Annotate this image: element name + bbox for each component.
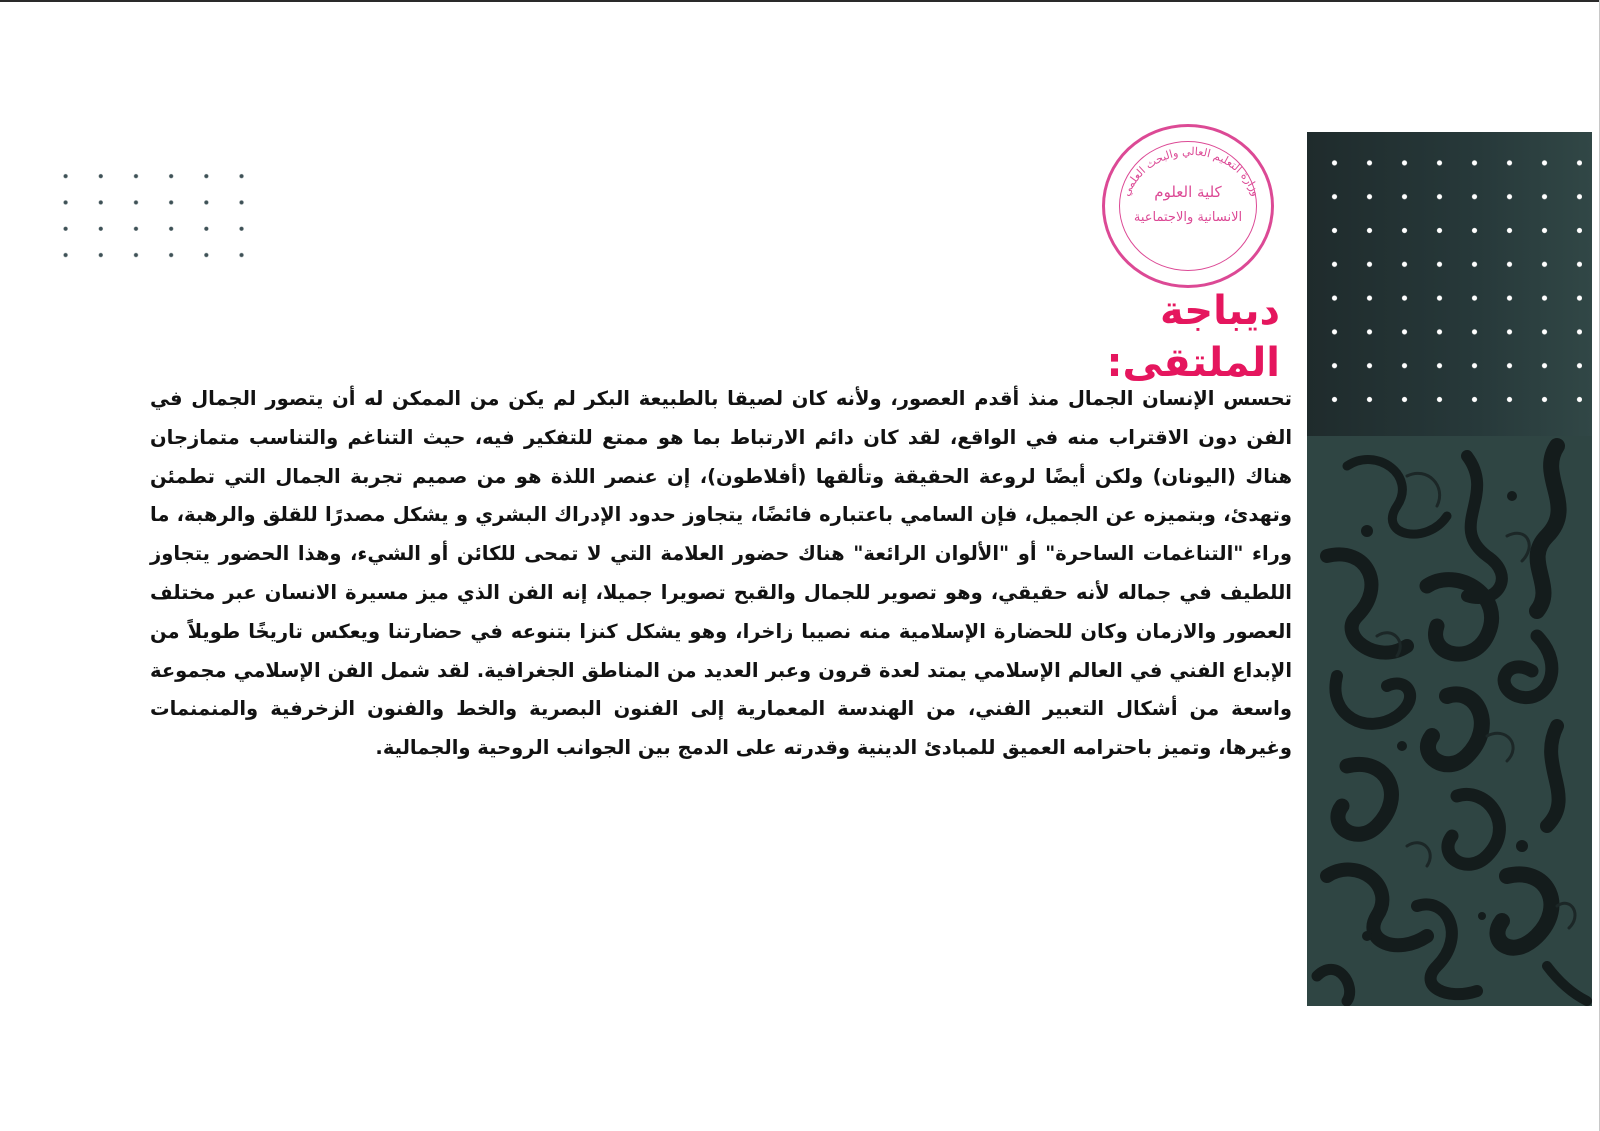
body-paragraph: تحسس الإنسان الجمال منذ أقدم العصور، ولأنه كان لصيقا بالطبيعة البكر لم يكن من الممكن له أن يتصور الجمال في الفن دون الاقتراب منه في الواقع، لقد كان دائم الارتباط بما هو ممتع للتفكير فيه، حيث التناغم والتناسب متمازجان هناك (اليونان) ولكن أيضًا لروعة الحقيقة وتألقها (أفلاطون)، إن عنصر اللذة هو من صميم تجربة الجمال التي تطمئن وتهدئ، وبتميزه عن الجميل، فإن السامي باعتباره فائضًا، يتجاوز حدود الإدراك البشري و يشكل مصدرًا للقلق والرهبة، ما وراء "التناغمات الساحرة" أو "الألوان الرائعة" هناك حضور العلامة التي لا تمحى للكائن أو الشيء، وهذا الحضور يتجاوز اللطيف في جماله لأنه حقيقي، وهو تصوير للجمال والقبح تصويرا جميلا، إنه الفن الذي ميز مسيرة الانسان عبر مختلف العصور والازمان وكان للحضارة الإسلامية منه نصيبا زاخرا، وهو يشكل كنزا بتنوعه في حضارتنا ويعكس تاريخًا طويلاً من الإبداع الفني في العالم الإسلامي يمتد لعدة قرون وعبر العديد من المناطق الجغرافية. لقد شمل الفن الإسلامي مجموعة واسعة من أشكال التعبير الفني، من الهندسة المعمارية إلى الفنون البصرية والخط والفنون الزخرفية والمنمنمات وغيرها، وتميز باحترامه العميق للمبادئ الدينية وقدرته على الدمج بين الجوانب الروحية والجمالية. bbox=[150, 387, 1292, 760]
decorative-dot-grid bbox=[48, 163, 274, 275]
calligraphy-panel bbox=[1307, 132, 1592, 1006]
stamp-center-text bbox=[1105, 179, 1271, 231]
top-border-line bbox=[0, 0, 1600, 2]
stamp-line-1: كلية العلوم bbox=[1154, 183, 1222, 201]
page-title: ديباجة الملتقى: bbox=[1106, 288, 1280, 386]
stamp-line-2: الانسانية والاجتماعية bbox=[1133, 210, 1243, 225]
panel-dot-grid bbox=[1317, 146, 1582, 426]
svg-text:وزارة التعليم العالي والبحث ال: وزارة التعليم العالي والبحث العلمي bbox=[1119, 144, 1263, 199]
arabic-calligraphy-pattern bbox=[1307, 436, 1592, 1006]
official-stamp bbox=[1102, 124, 1274, 288]
